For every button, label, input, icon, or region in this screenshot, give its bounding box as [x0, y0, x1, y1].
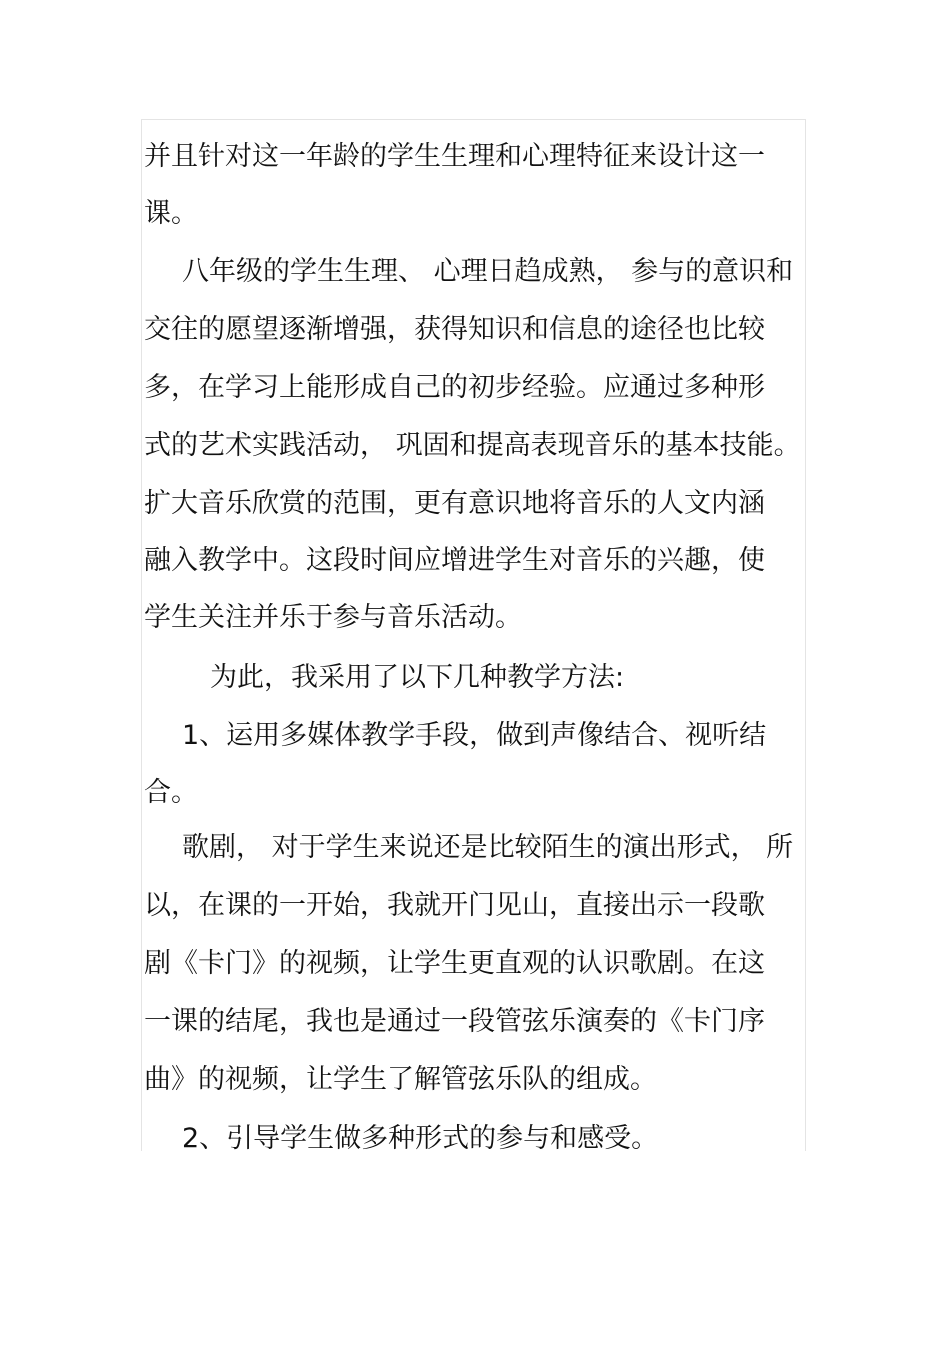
text-line-8: 融入教学中。这段时间应增进学生对音乐的兴趣，使 [144, 545, 765, 576]
text-line-15: 剧《卡门》的视频，让学生更直观的认识歌剧。在这 [144, 948, 765, 979]
text-line-3: 八年级的学生生理、 心理日趋成熟， 参与的意识和 [182, 256, 794, 287]
text-line-2: 课。 [144, 198, 198, 229]
text-line-16: 一课的结尾，我也是通过一段管弦乐演奏的《卡门序 [144, 1006, 765, 1037]
text-line-11: 1、运用多媒体教学手段，做到声像结合、视听结 [182, 720, 767, 751]
text-line-13: 歌剧， 对于学生来说还是比较陌生的演出形式， 所 [182, 832, 794, 863]
text-line-4: 交往的愿望逐渐增强，获得知识和信息的途径也比较 [144, 314, 765, 345]
text-line-10: 为此，我采用了以下几种教学方法: [210, 662, 625, 693]
text-line-5: 多，在学习上能形成自己的初步经验。应通过多种形 [144, 372, 765, 403]
text-line-1: 并且针对这一年龄的学生生理和心理特征来设计这一 [144, 141, 765, 172]
text-line-14: 以，在课的一开始，我就开门见山，直接出示一段歌 [144, 890, 765, 921]
text-line-17: 曲》的视频，让学生了解管弦乐队的组成。 [144, 1064, 657, 1095]
text-line-9: 学生关注并乐于参与音乐活动。 [144, 602, 522, 633]
text-line-7: 扩大音乐欣赏的范围，更有意识地将音乐的人文内涵 [144, 488, 765, 519]
text-line-18: 2、引导学生做多种形式的参与和感受。 [182, 1123, 659, 1154]
text-line-12: 合。 [144, 777, 198, 808]
text-line-6: 式的艺术实践活动， 巩固和提高表现音乐的基本技能。 [144, 430, 801, 461]
